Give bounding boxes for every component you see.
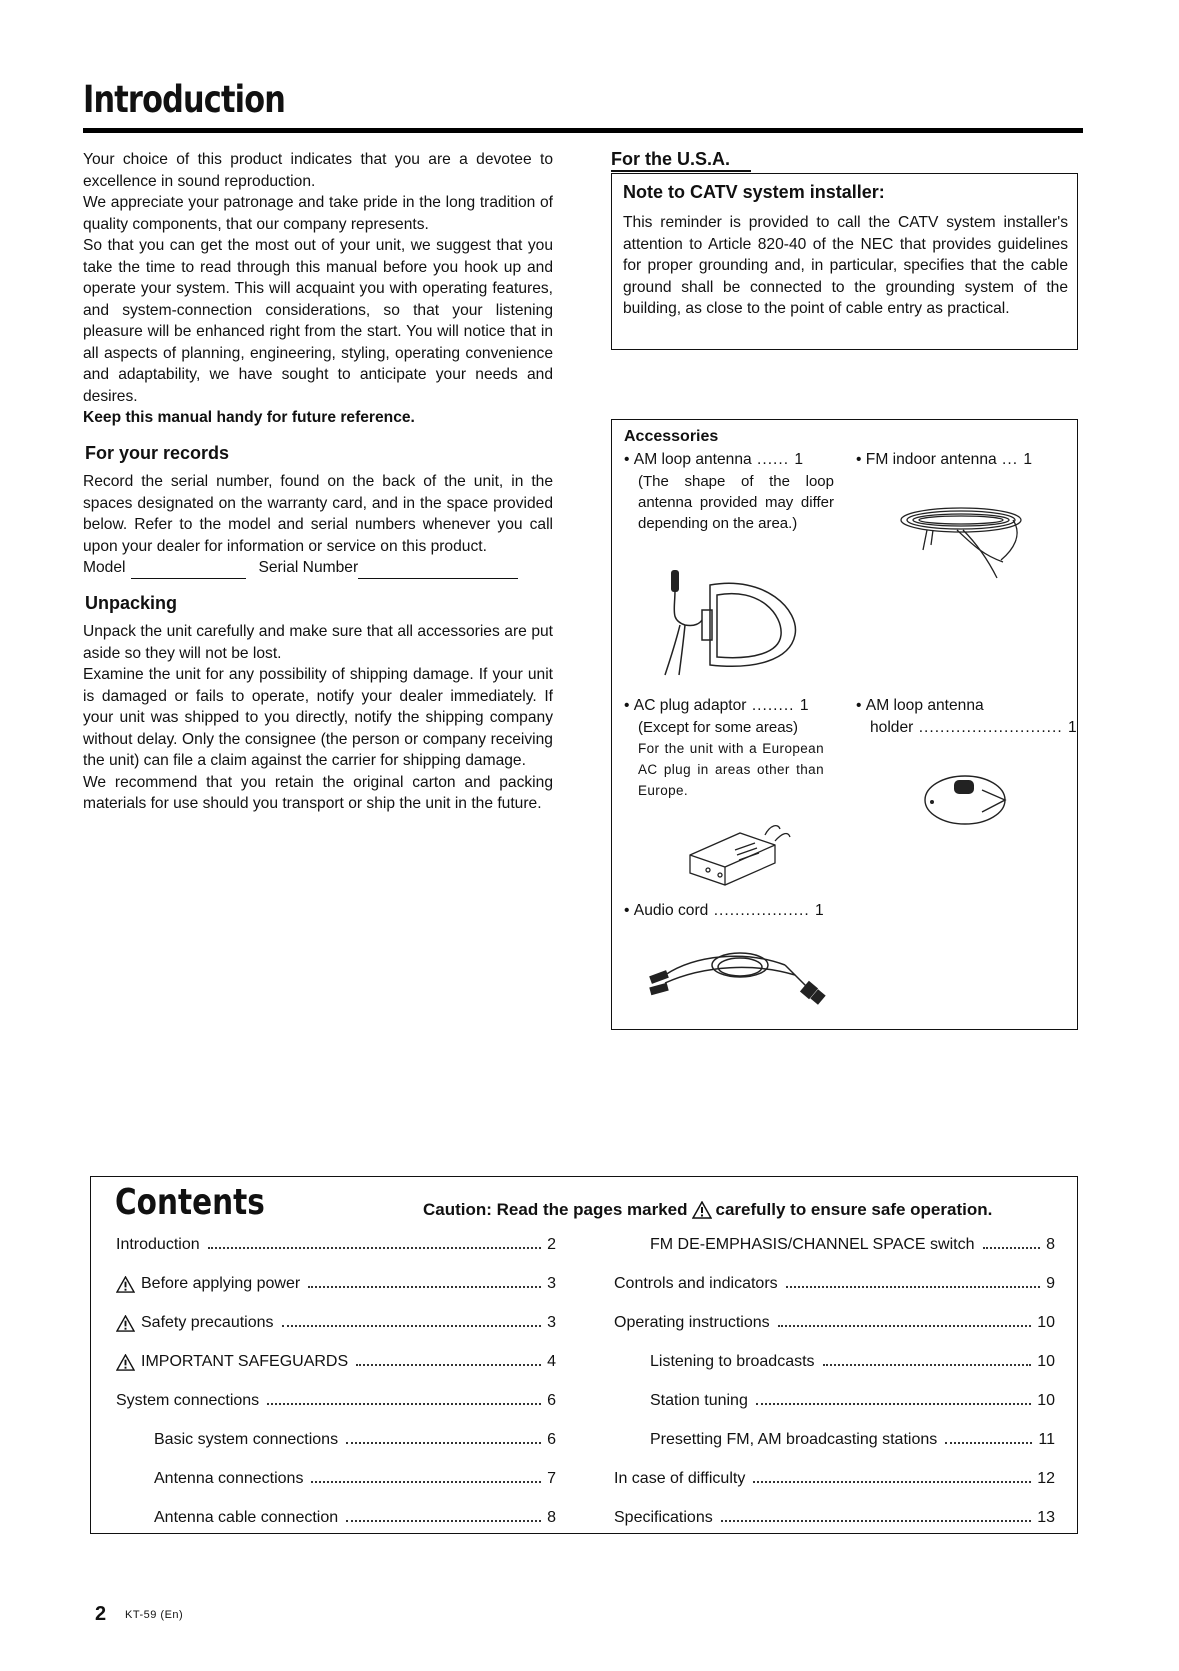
- fm-indoor-item: [856, 449, 1066, 471]
- toc-page: 7: [547, 1470, 556, 1487]
- toc-entry[interactable]: [650, 1353, 1055, 1371]
- leader-dots: ...: [996, 451, 1024, 468]
- am-loop-label: AM loop antenna: [633, 451, 752, 468]
- footer-page-number: 2: [95, 1603, 107, 1625]
- fm-antenna-illustration: [893, 500, 1043, 585]
- fm-indoor-label: FM indoor antenna: [865, 451, 997, 468]
- toc-leader: [308, 1286, 541, 1288]
- ac-plug-label: AC plug adaptor: [633, 697, 747, 714]
- toc-entry[interactable]: [154, 1470, 556, 1488]
- keep-manual-note: Keep this manual handy for future reference.: [83, 409, 415, 426]
- toc-entry[interactable]: [154, 1509, 556, 1527]
- toc-page: 6: [547, 1431, 556, 1448]
- bullet: •: [624, 697, 634, 714]
- toc-leader: [823, 1364, 1032, 1366]
- toc-page: 11: [1038, 1431, 1055, 1448]
- toc-page: 10: [1037, 1353, 1055, 1370]
- toc-label: Station tuning: [650, 1392, 748, 1409]
- intro-paragraph-2: We appreciate your patronage and take pride in the long tradition of quality components, that our company represents.: [83, 194, 553, 233]
- toc-leader: [756, 1403, 1031, 1405]
- toc-label: Basic system connections: [154, 1431, 339, 1448]
- am-holder-item: [856, 695, 1077, 738]
- leader-dots: ........: [746, 697, 800, 714]
- audio-cord-illustration: [645, 935, 835, 1005]
- catv-note-text: This reminder is provided to call the CATV system installer's attention to Article 820-40 of the NEC that provides guidelines for proper grounding and, in particular, specifies that the cable ground shall be connected to the grounding system of the building, as close to the point of cable entry as practical.: [623, 214, 1068, 317]
- records-text: Record the serial number, found on the back of the unit, in the spaces designated on the warranty card, and in the space provided below. Refer to the model and serial numbers whenever you call upon your dealer for information or service on this product.: [83, 473, 553, 555]
- model-blank: [131, 564, 246, 579]
- toc-leader: [311, 1481, 541, 1483]
- toc-entry[interactable]: [614, 1275, 1055, 1293]
- catv-note-heading: Note to CATV system installer:: [623, 182, 885, 202]
- toc-label: In case of difficulty: [614, 1470, 746, 1487]
- warning-icon: [116, 1315, 135, 1332]
- toc-label: IMPORTANT SAFEGUARDS: [141, 1353, 349, 1370]
- model-label: Model: [83, 559, 126, 576]
- footer-model-code: KT-59 (En): [125, 1609, 184, 1621]
- toc-entry[interactable]: [116, 1236, 556, 1254]
- am-loop-item: [624, 449, 834, 534]
- toc-entry[interactable]: [116, 1275, 556, 1293]
- toc-leader: [983, 1247, 1041, 1249]
- am-holder-illustration: [920, 770, 1010, 830]
- toc-entry[interactable]: [650, 1236, 1055, 1254]
- audio-cord-qty: 1: [815, 902, 824, 919]
- intro-paragraph-1: Your choice of this product indicates that you are a devotee to excellence in sound reproduction.: [83, 151, 553, 190]
- toc-leader: [208, 1247, 541, 1249]
- toc-leader: [282, 1325, 542, 1327]
- toc-leader: [721, 1520, 1031, 1522]
- toc-label: Safety precautions: [141, 1314, 274, 1331]
- toc-page: 8: [1046, 1236, 1055, 1253]
- toc-label: System connections: [116, 1392, 260, 1409]
- toc-page: 10: [1037, 1392, 1055, 1409]
- bullet: •: [624, 451, 634, 468]
- toc-leader: [778, 1325, 1032, 1327]
- toc-page: 12: [1037, 1470, 1055, 1487]
- page-title: Introduction: [83, 78, 286, 121]
- unpacking-paragraph-2: Examine the unit for any possibility of shipping damage. If your unit is damaged or fails to operate, notify your dealer immediately. If your unit was shipped to you directly, notify the shipping company without delay. Only the consignee (the person or company receiving the unit) can file a claim against the carrier for shipping damage.: [83, 666, 553, 769]
- toc-page: 3: [547, 1314, 556, 1331]
- caution-line: [423, 1200, 992, 1220]
- model-serial-line: [83, 557, 553, 579]
- warning-icon: [116, 1276, 135, 1293]
- toc-page: 4: [547, 1353, 556, 1370]
- toc-page: 9: [1046, 1275, 1055, 1292]
- ac-plug-illustration: [680, 815, 800, 895]
- leader-dots: ......: [751, 451, 795, 468]
- contents-title: Contents: [115, 1182, 265, 1223]
- left-column: [83, 149, 553, 815]
- audio-cord-item: [624, 900, 834, 922]
- toc-page: 3: [547, 1275, 556, 1292]
- serial-blank: [358, 564, 518, 579]
- audio-cord-label: Audio cord: [633, 902, 709, 919]
- toc-label: Introduction: [116, 1236, 200, 1253]
- usa-underline: [611, 170, 751, 172]
- toc-page: 6: [547, 1392, 556, 1409]
- intro-paragraph-3: So that you can get the most out of your unit, we suggest that you take the time to read through this manual before you hook up and operate your system. This will acquaint you with operating features, and system-connection considerations, so that your listening pleasure will be enhanced right from the start. You will notice that in all aspects of planning, engineering, styling, operating convenience and adaptability, we have sought to anticipate your needs and desires.: [83, 237, 553, 405]
- warning-icon: [116, 1354, 135, 1371]
- ac-plug-note: (Except for some areas): [638, 718, 799, 736]
- caution-text-after: carefully to ensure safe operation.: [715, 1200, 993, 1219]
- unpacking-heading: Unpacking: [85, 592, 178, 613]
- toc-leader: [346, 1442, 541, 1444]
- bullet: •: [856, 697, 866, 714]
- toc-entry[interactable]: [614, 1314, 1055, 1332]
- toc-leader: [753, 1481, 1031, 1483]
- am-holder-label: AM loop antenna: [865, 697, 984, 714]
- ac-plug-item: [624, 695, 834, 801]
- am-loop-note: (The shape of the loop antenna provided may differ depending on the area.): [638, 472, 834, 532]
- toc-leader: [786, 1286, 1040, 1288]
- toc-label: Listening to broadcasts: [650, 1353, 815, 1370]
- fm-indoor-qty: 1: [1023, 451, 1033, 468]
- leader-dots: ...........................: [913, 718, 1069, 736]
- ac-plug-small-note: For the unit with a European AC plug in areas other than Europe.: [638, 740, 824, 798]
- toc-label: Specifications: [614, 1509, 713, 1526]
- am-loop-qty: 1: [794, 451, 804, 468]
- toc-leader: [267, 1403, 541, 1405]
- records-heading: For your records: [85, 442, 230, 463]
- toc-label: Before applying power: [141, 1275, 301, 1292]
- toc-page: 13: [1037, 1509, 1055, 1526]
- toc-entry[interactable]: [650, 1431, 1055, 1449]
- caution-text-before: Caution: Read the pages marked: [423, 1200, 688, 1219]
- unpacking-paragraph-1: Unpack the unit carefully and make sure that all accessories are put aside so they will not be lost.: [83, 623, 553, 662]
- toc-page: 2: [547, 1236, 556, 1253]
- toc-page: 10: [1037, 1314, 1055, 1331]
- am-holder-label-2: holder: [870, 718, 914, 736]
- usa-heading: For the U.S.A.: [611, 149, 731, 169]
- toc-label: FM DE-EMPHASIS/CHANNEL SPACE switch: [650, 1236, 975, 1253]
- bullet: •: [856, 451, 866, 468]
- serial-label: Serial Number: [258, 559, 359, 576]
- toc-leader: [945, 1442, 1032, 1444]
- am-loop-illustration: [655, 565, 805, 680]
- toc-leader: [346, 1520, 541, 1522]
- title-rule: [83, 128, 1083, 133]
- toc-entry[interactable]: [614, 1509, 1055, 1527]
- toc-label: Controls and indicators: [614, 1275, 778, 1292]
- leader-dots: ..................: [708, 902, 816, 919]
- bullet: •: [624, 902, 634, 919]
- toc-entry[interactable]: [650, 1392, 1055, 1410]
- toc-label: Antenna connections: [154, 1470, 304, 1487]
- toc-leader: [356, 1364, 541, 1366]
- toc-entry[interactable]: [614, 1470, 1055, 1488]
- am-holder-qty: 1: [1068, 718, 1077, 736]
- toc-entry[interactable]: [116, 1353, 556, 1371]
- toc-page: 8: [547, 1509, 556, 1526]
- toc-entry[interactable]: [116, 1392, 556, 1410]
- ac-plug-qty: 1: [799, 697, 809, 714]
- accessories-title: Accessories: [624, 428, 719, 445]
- toc-entry[interactable]: [116, 1314, 556, 1332]
- toc-label: Antenna cable connection: [154, 1509, 339, 1526]
- warning-icon: [692, 1201, 712, 1219]
- toc-entry[interactable]: [154, 1431, 556, 1449]
- toc-label: Operating instructions: [614, 1314, 770, 1331]
- unpacking-paragraph-3: We recommend that you retain the original carton and packing materials for use should you transport or ship the unit in the future.: [83, 773, 553, 812]
- toc-label: Presetting FM, AM broadcasting stations: [650, 1431, 938, 1448]
